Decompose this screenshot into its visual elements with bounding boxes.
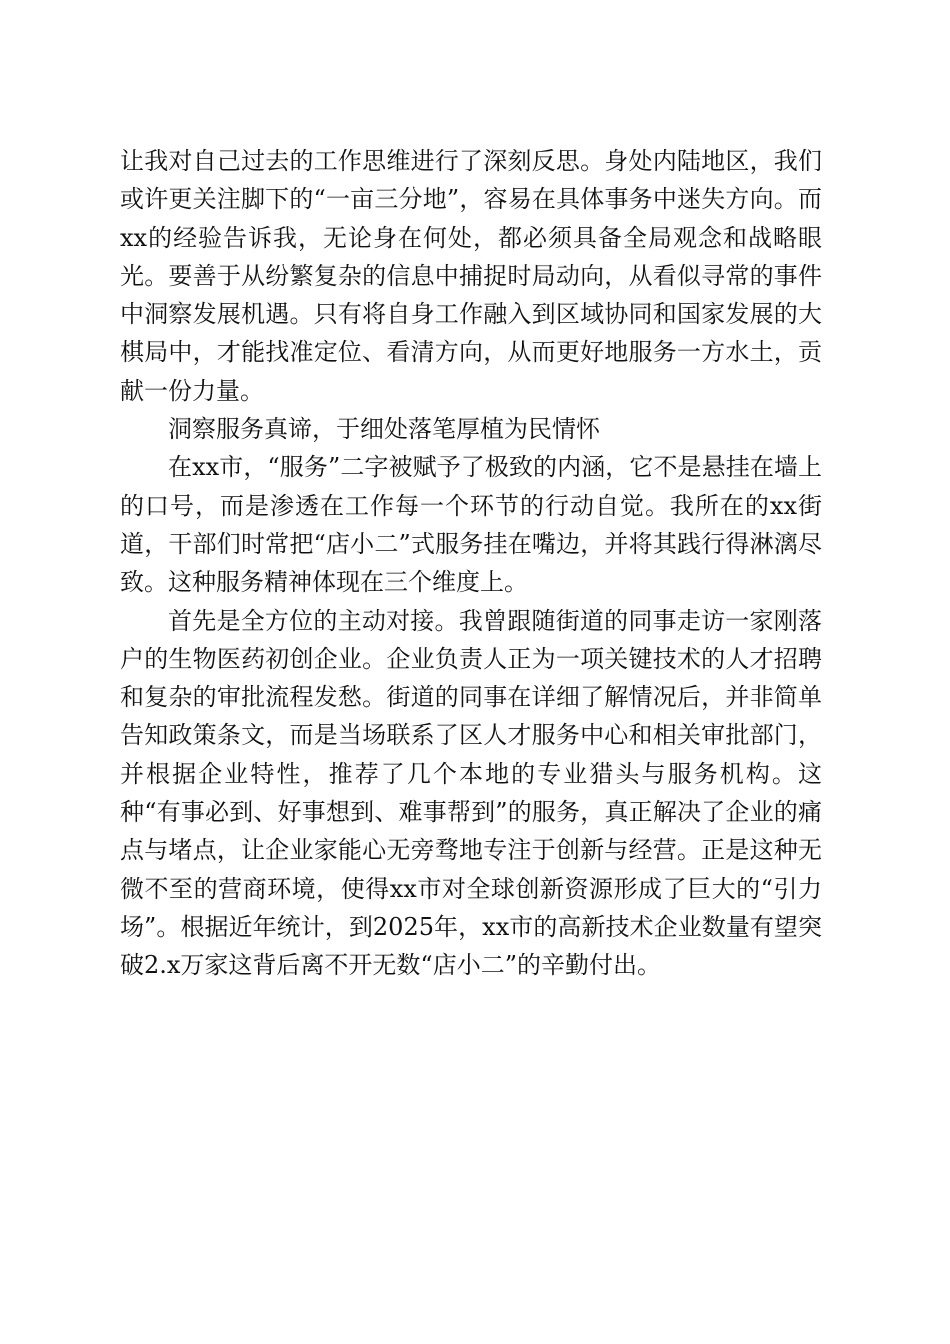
paragraph-proactive-service: 首先是全方位的主动对接。我曾跟随街道的同事走访一家刚落户的生物医药初创企业。企业负责人正为一项关键技术的人才招聘和复杂的审批流程发愁。街道的同事在详细了解情况后，并非简单告知政策条文，而是当场联系了区人才服务中心和相关审批部门，并根据企业特性，推荐了几个本地的专业猎头与服务机构。这种“有事必到、好事想到、难事帮到”的服务，真正解决了企业的痛点与堵点，让企业家能心无旁骛地专注于创新与经营。正是这种无微不至的营商环境，使得xx市对全球创新资源形成了巨大的“引力场”。根据近年统计，到2025年，xx市的高新技术企业数量有望突破2.x万家这背后离不开无数“店小二”的辛勤付出。 [120, 606, 822, 980]
paragraph-service-intro: 在xx市，“服务”二字被赋予了极致的内涵，它不是悬挂在墙上的口号，而是渗透在工作每一个环节的行动自觉。我所在的xx街道，干部们时常把“店小二”式服务挂在嘴边，并将其践行得淋漓尽致。这种服务精神体现在三个维度上。 [120, 453, 822, 597]
paragraph-reflection: 让我对自己过去的工作思维进行了深刻反思。身处内陆地区，我们或许更关注脚下的“一亩三分地”，容易在具体事务中迷失方向。而xx的经验告诉我，无论身在何处，都必须具备全局观念和战略眼光。要善于从纷繁复杂的信息中捕捉时局动向，从看似寻常的事件中洞察发展机遇。只有将自身工作融入到区域协同和国家发展的大棋局中，才能找准定位、看清方向，从而更好地服务一方水土，贡献一份力量。 [120, 147, 822, 405]
section-heading: 洞察服务真谛，于细处落笔厚植为民情怀 [168, 415, 600, 444]
document-body [120, 142, 822, 985]
